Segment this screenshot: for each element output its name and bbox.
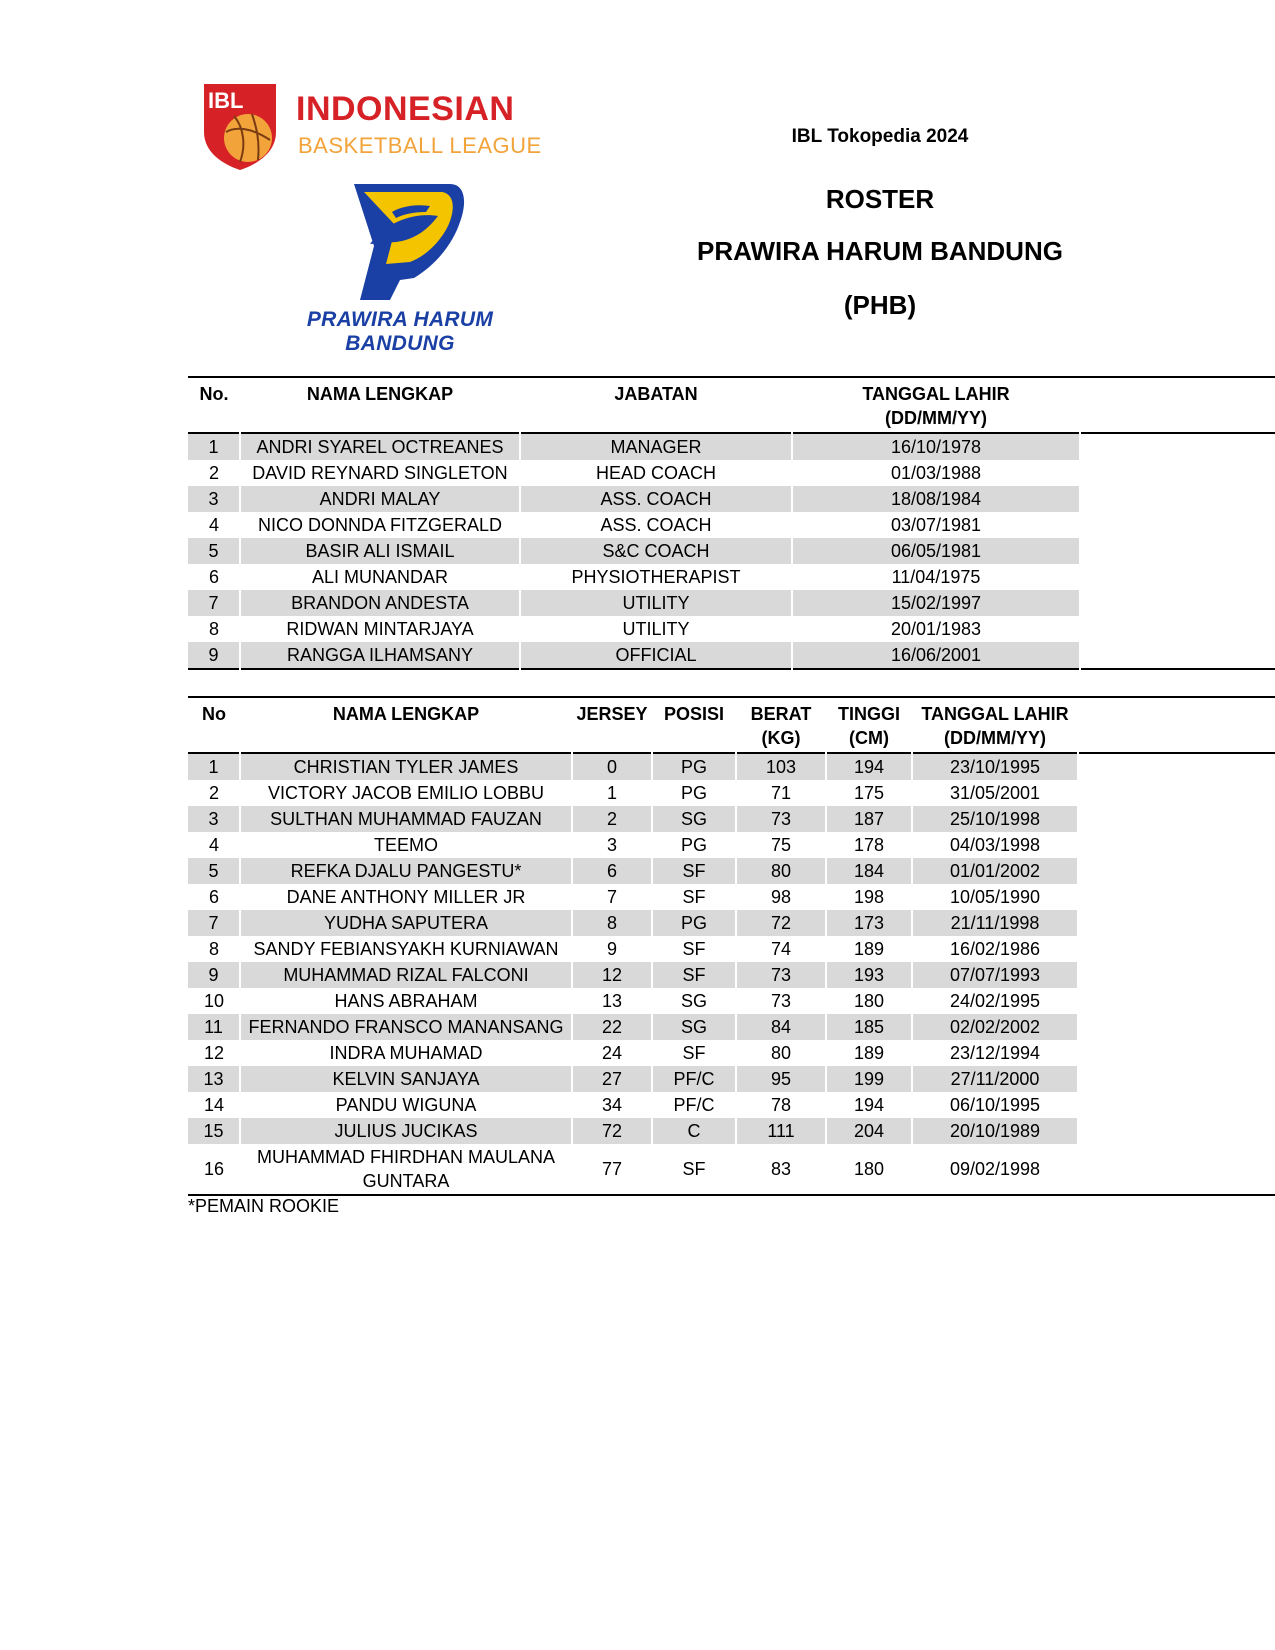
cell-weight: 98 — [770, 887, 792, 907]
cell-dob: 16/02/1986 — [949, 939, 1041, 959]
cell-empty — [1078, 806, 1275, 832]
cell-no: 6 — [208, 887, 219, 907]
cell-name: RIDWAN MINTARJAYA — [286, 619, 474, 639]
cell-name: CHRISTIAN TYLER JAMES — [240, 753, 572, 780]
cell-dob: 01/01/2002 — [912, 858, 1078, 884]
cell-role: HEAD COACH — [595, 463, 716, 483]
cell-weight: 74 — [770, 939, 792, 959]
cell-jersey: 22 — [572, 1014, 652, 1040]
officials-row — [188, 512, 1275, 538]
cell-pos: SF — [682, 939, 706, 959]
team-logo — [290, 182, 510, 357]
cell-height: 189 — [853, 1043, 885, 1063]
cell-name: KELVIN SANJAYA — [240, 1066, 572, 1092]
cell-dob: 23/10/1995 — [912, 753, 1078, 780]
cell-height: 199 — [826, 1066, 912, 1092]
cell-role: UTILITY — [520, 590, 792, 616]
cell-jersey: 9 — [606, 939, 617, 959]
cell-no: 9 — [188, 642, 240, 669]
cell-height: 194 — [853, 1095, 885, 1115]
cell-empty — [1078, 910, 1275, 936]
cell-empty — [1080, 642, 1275, 669]
cell-pos: SG — [652, 806, 736, 832]
cell-weight: 73 — [736, 806, 826, 832]
ibl-logo — [200, 80, 545, 175]
cell-empty — [1078, 988, 1275, 1014]
cell-no: 14 — [203, 1095, 225, 1115]
cell-jersey: 72 — [572, 1118, 652, 1144]
cell-empty — [1078, 832, 1275, 858]
header-role: JABATAN — [614, 384, 698, 404]
cell-weight: 78 — [770, 1095, 792, 1115]
cell-name: ANDRI SYAREL OCTREANES — [240, 433, 520, 460]
cell-pos: SG — [680, 991, 707, 1011]
header-weight — [736, 697, 826, 753]
cell-dob: 21/11/1998 — [912, 910, 1078, 936]
cell-pos: PG — [680, 783, 707, 803]
cell-no: 7 — [188, 910, 240, 936]
cell-name: JULIUS JUCIKAS — [240, 1118, 572, 1144]
ibl-shield-icon — [200, 80, 280, 172]
player-row — [188, 988, 1275, 1014]
header-weight-line2: (KG) — [761, 728, 801, 748]
cell-jersey: 8 — [572, 910, 652, 936]
player-row — [188, 1144, 1275, 1195]
cell-pos: SF — [682, 1043, 706, 1063]
cell-no: 11 — [188, 1014, 240, 1040]
header-weight-line1: BERAT — [750, 704, 812, 724]
cell-dob: 02/02/2002 — [912, 1014, 1078, 1040]
cell-empty — [1080, 590, 1275, 616]
cell-empty — [1078, 936, 1275, 962]
cell-role: S&C COACH — [520, 538, 792, 564]
cell-name: PANDU WIGUNA — [335, 1095, 477, 1115]
cell-pos: PG — [652, 910, 736, 936]
cell-height: 185 — [826, 1014, 912, 1040]
cell-dob: 06/10/1995 — [949, 1095, 1041, 1115]
cell-height: 178 — [853, 835, 885, 855]
cell-name: SANDY FEBIANSYAKH KURNIAWAN — [253, 939, 559, 959]
officials-header-row — [188, 377, 1275, 433]
cell-pos: SF — [682, 1159, 706, 1179]
cell-no: 5 — [188, 858, 240, 884]
officials-row — [188, 590, 1275, 616]
cell-dob: 20/10/1989 — [912, 1118, 1078, 1144]
cell-no: 12 — [203, 1043, 225, 1063]
player-row — [188, 1092, 1275, 1118]
roster-title: ROSTER — [825, 184, 935, 214]
player-row — [188, 806, 1275, 832]
header-empty — [1080, 377, 1275, 433]
cell-empty — [1078, 780, 1275, 806]
cell-empty — [1078, 962, 1275, 988]
cell-name: VICTORY JACOB EMILIO LOBBU — [267, 783, 545, 803]
cell-role: UTILITY — [622, 619, 690, 639]
cell-name: SULTHAN MUHAMMAD FAUZAN — [240, 806, 572, 832]
cell-name: FERNANDO FRANSCO MANANSANG — [240, 1014, 572, 1040]
cell-no: 2 — [208, 783, 219, 803]
officials-row — [188, 616, 1275, 642]
event-title: IBL Tokopedia 2024 — [791, 126, 969, 147]
cell-weight: 80 — [736, 858, 826, 884]
cell-jersey: 77 — [601, 1159, 623, 1179]
cell-name: HANS ABRAHAM — [334, 991, 478, 1011]
player-row — [188, 780, 1275, 806]
player-row — [188, 1040, 1275, 1066]
header-dob-line2: (DD/MM/YY) — [885, 408, 987, 428]
cell-dob: 03/07/1981 — [890, 515, 982, 535]
header-height-line2: (CM) — [849, 728, 889, 748]
players-table — [188, 696, 1275, 1196]
cell-role: OFFICIAL — [520, 642, 792, 669]
header-name: NAMA LENGKAP — [306, 384, 454, 404]
cell-name: DAVID REYNARD SINGLETON — [252, 463, 508, 483]
cell-dob: 20/01/1983 — [890, 619, 982, 639]
cell-dob: 09/02/1998 — [949, 1159, 1041, 1179]
cell-height: 187 — [826, 806, 912, 832]
cell-jersey: 2 — [572, 806, 652, 832]
cell-name: REFKA DJALU PANGESTU* — [240, 858, 572, 884]
cell-no: 7 — [188, 590, 240, 616]
cell-height: 184 — [826, 858, 912, 884]
player-row — [188, 753, 1275, 780]
cell-no: 1 — [188, 753, 240, 780]
cell-height: 180 — [853, 991, 885, 1011]
cell-empty — [1078, 1092, 1275, 1118]
cell-pos: PG — [680, 835, 707, 855]
officials-row — [188, 460, 1275, 486]
cell-height: 204 — [826, 1118, 912, 1144]
cell-name: MUHAMMAD FHIRDHAN MAULANA GUNTARA — [256, 1147, 555, 1191]
cell-dob: 10/05/1990 — [949, 887, 1041, 907]
player-row — [188, 962, 1275, 988]
cell-empty — [1078, 1040, 1275, 1066]
cell-dob: 01/03/1988 — [890, 463, 982, 483]
cell-weight: 103 — [736, 753, 826, 780]
cell-name: INDRA MUHAMAD — [329, 1043, 483, 1063]
cell-name: RANGGA ILHAMSANY — [240, 642, 520, 669]
cell-weight: 73 — [770, 991, 792, 1011]
officials-row — [188, 486, 1275, 512]
cell-jersey: 6 — [572, 858, 652, 884]
cell-jersey: 24 — [601, 1043, 623, 1063]
cell-weight: 84 — [736, 1014, 826, 1040]
cell-jersey: 0 — [572, 753, 652, 780]
team-title: PRAWIRA HARUM BANDUNG — [697, 236, 1063, 266]
cell-role: ASS. COACH — [600, 515, 712, 535]
cell-dob: 15/02/1997 — [792, 590, 1080, 616]
cell-name: TEEMO — [373, 835, 438, 855]
header-height-line1: TINGGI — [838, 704, 900, 724]
cell-height: 193 — [826, 962, 912, 988]
cell-weight: 75 — [770, 835, 792, 855]
header-dob — [912, 697, 1078, 753]
officials-row — [188, 433, 1275, 460]
team-logo-line2: BANDUNG — [345, 332, 455, 355]
ibl-wordmark-line1: INDONESIAN — [296, 90, 515, 128]
cell-no: 10 — [203, 991, 225, 1011]
cell-no: 13 — [188, 1066, 240, 1092]
cell-pos: SG — [652, 1014, 736, 1040]
cell-dob: 06/05/1981 — [792, 538, 1080, 564]
header-position: POSISI — [663, 704, 725, 724]
cell-jersey: 34 — [601, 1095, 623, 1115]
cell-dob: 16/06/2001 — [792, 642, 1080, 669]
cell-empty — [1078, 1144, 1275, 1195]
cell-empty — [1080, 512, 1275, 538]
cell-height: 189 — [853, 939, 885, 959]
cell-weight: 95 — [736, 1066, 826, 1092]
cell-name: BASIR ALI ISMAIL — [240, 538, 520, 564]
header-dob-line1: TANGGAL LAHIR — [862, 384, 1010, 404]
cell-height: 180 — [853, 1159, 885, 1179]
header-height — [826, 697, 912, 753]
cell-role: PHYSIOTHERAPIST — [571, 567, 741, 587]
cell-height: 194 — [826, 753, 912, 780]
cell-no: 6 — [208, 567, 219, 587]
cell-name: NICO DONNDA FITZGERALD — [257, 515, 503, 535]
cell-pos: PF/C — [673, 1095, 715, 1115]
header-no: No — [202, 704, 226, 724]
footnote: *PEMAIN ROOKIE — [188, 1196, 340, 1216]
header-no: No. — [199, 384, 229, 404]
cell-weight: 83 — [770, 1159, 792, 1179]
cell-role: ASS. COACH — [520, 486, 792, 512]
officials-table — [188, 376, 1275, 670]
cell-height: 173 — [826, 910, 912, 936]
cell-no: 1 — [188, 433, 240, 460]
cell-no: 4 — [208, 835, 219, 855]
header-empty — [1078, 697, 1275, 753]
officials-row — [188, 538, 1275, 564]
cell-weight: 80 — [770, 1043, 792, 1063]
cell-no: 16 — [203, 1159, 225, 1179]
cell-name: ANDRI MALAY — [240, 486, 520, 512]
header-jersey: JERSEY — [576, 704, 648, 724]
cell-weight: 73 — [736, 962, 826, 988]
cell-empty — [1078, 884, 1275, 910]
cell-role: MANAGER — [520, 433, 792, 460]
cell-dob: 27/11/2000 — [912, 1066, 1078, 1092]
header-dob — [792, 377, 1080, 433]
cell-pos: PG — [652, 753, 736, 780]
cell-pos: SF — [652, 858, 736, 884]
cell-name: DANE ANTHONY MILLER JR — [286, 887, 526, 907]
cell-no: 15 — [188, 1118, 240, 1144]
team-logo-line1: PRAWIRA HARUM — [306, 308, 494, 331]
player-row — [188, 1118, 1275, 1144]
cell-name: YUDHA SAPUTERA — [240, 910, 572, 936]
cell-pos: PF/C — [652, 1066, 736, 1092]
player-row — [188, 884, 1275, 910]
cell-weight: 72 — [736, 910, 826, 936]
officials-row — [188, 564, 1275, 590]
header-dob-line2: (DD/MM/YY) — [944, 728, 1046, 748]
cell-name: ALI MUNANDAR — [311, 567, 449, 587]
cell-dob: 07/07/1993 — [912, 962, 1078, 988]
cell-dob: 18/08/1984 — [792, 486, 1080, 512]
cell-empty — [1080, 433, 1275, 460]
cell-dob: 24/02/1995 — [949, 991, 1041, 1011]
cell-empty — [1078, 1014, 1275, 1040]
cell-no: 5 — [188, 538, 240, 564]
header-dob-line1: TANGGAL LAHIR — [921, 704, 1069, 724]
ibl-wordmark-line2: BASKETBALL LEAGUE — [298, 133, 542, 158]
cell-empty — [1078, 858, 1275, 884]
cell-dob: 31/05/2001 — [949, 783, 1041, 803]
cell-dob: 23/12/1994 — [949, 1043, 1041, 1063]
cell-empty — [1080, 486, 1275, 512]
cell-no: 4 — [208, 515, 219, 535]
cell-no: 2 — [208, 463, 219, 483]
cell-no: 8 — [208, 619, 219, 639]
cell-jersey: 7 — [606, 887, 617, 907]
cell-empty — [1078, 753, 1275, 780]
cell-no: 3 — [188, 486, 240, 512]
header-name: NAMA LENGKAP — [332, 704, 480, 724]
cell-height: 198 — [853, 887, 885, 907]
cell-empty — [1078, 1066, 1275, 1092]
officials-row — [188, 642, 1275, 669]
cell-no: 9 — [188, 962, 240, 988]
cell-jersey: 3 — [606, 835, 617, 855]
cell-pos: SF — [682, 887, 706, 907]
cell-dob: 16/10/1978 — [792, 433, 1080, 460]
player-row — [188, 858, 1275, 884]
svg-text:IBL: IBL — [208, 88, 244, 113]
cell-empty — [1080, 616, 1275, 642]
cell-no: 3 — [188, 806, 240, 832]
cell-jersey: 1 — [606, 783, 617, 803]
cell-empty — [1080, 460, 1275, 486]
cell-name: BRANDON ANDESTA — [240, 590, 520, 616]
cell-pos: SF — [652, 962, 736, 988]
cell-dob: 11/04/1975 — [891, 567, 981, 587]
cell-jersey: 27 — [572, 1066, 652, 1092]
player-row — [188, 936, 1275, 962]
player-row — [188, 1014, 1275, 1040]
cell-jersey: 13 — [601, 991, 623, 1011]
cell-weight: 71 — [770, 783, 792, 803]
cell-height: 175 — [853, 783, 885, 803]
cell-no: 8 — [208, 939, 219, 959]
cell-dob: 25/10/1998 — [912, 806, 1078, 832]
team-abbreviation: (PHB) — [843, 290, 917, 320]
cell-dob: 04/03/1998 — [949, 835, 1041, 855]
cell-empty — [1080, 564, 1275, 590]
cell-pos: C — [652, 1118, 736, 1144]
cell-empty — [1078, 1118, 1275, 1144]
cell-name: MUHAMMAD RIZAL FALCONI — [240, 962, 572, 988]
player-row — [188, 832, 1275, 858]
player-row — [188, 1066, 1275, 1092]
panther-icon — [330, 182, 470, 302]
cell-weight: 111 — [736, 1118, 826, 1144]
cell-jersey: 12 — [572, 962, 652, 988]
player-row — [188, 910, 1275, 936]
cell-empty — [1080, 538, 1275, 564]
players-header-row — [188, 697, 1275, 753]
